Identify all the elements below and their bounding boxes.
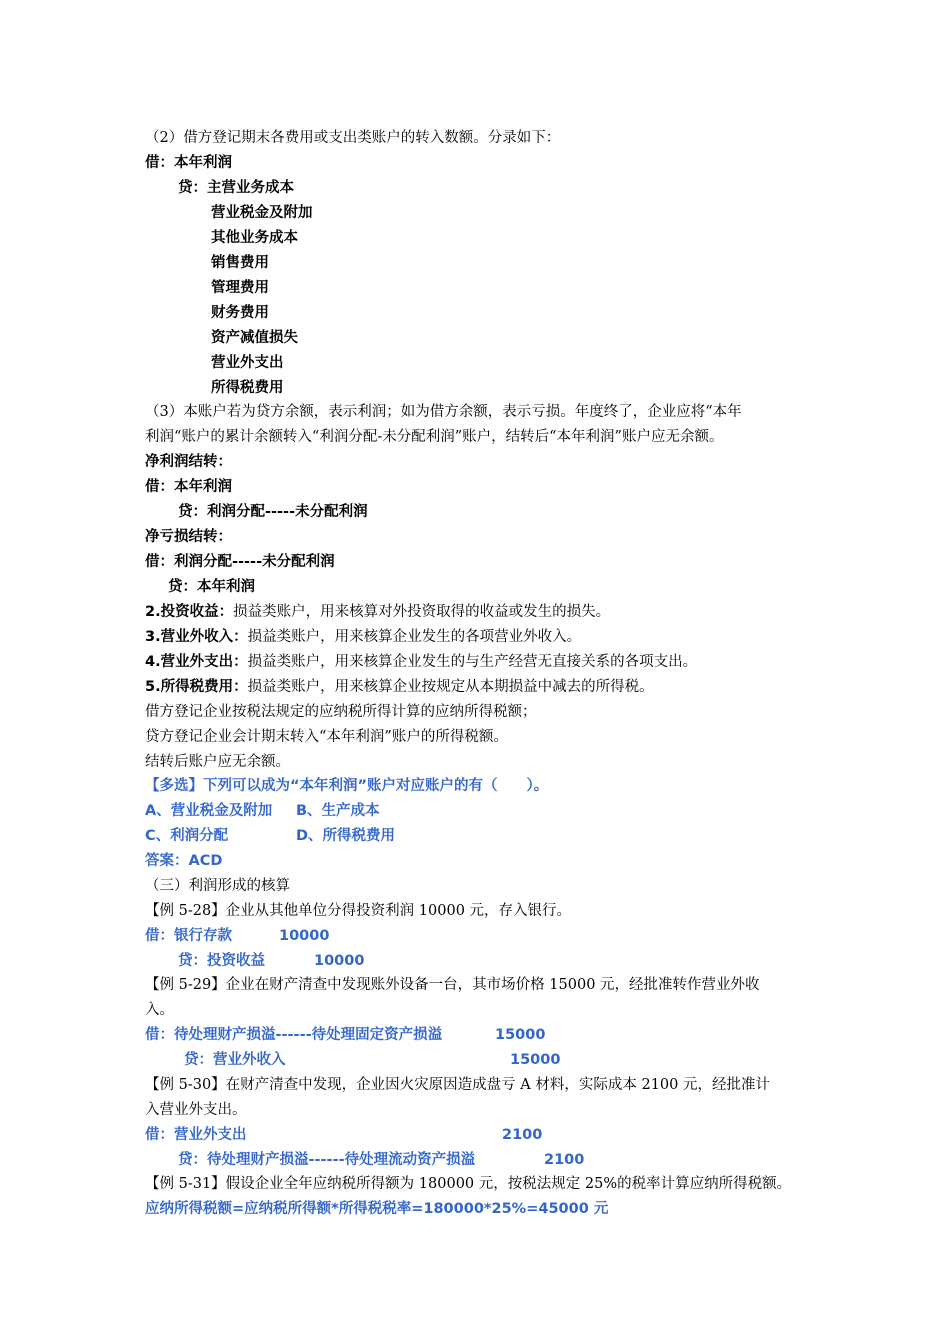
tax-note: 贷方登记企业会计期末转入“本年利润”账户的所得税额。 <box>145 729 508 745</box>
tax-note: 结转后账户应无余额。 <box>145 754 290 770</box>
net-loss-heading: 净亏损结转： <box>145 529 232 545</box>
section2-intro: （2）借方登记期末各费用或支出类账户的转入数额。分录如下： <box>145 130 561 146</box>
account-item-investment-income <box>145 602 610 622</box>
quiz-options-row-2 <box>145 826 396 846</box>
example-5-30-text-cont: 入营业外支出。 <box>145 1102 247 1118</box>
credit-item: 营业外支出 <box>211 355 284 371</box>
quiz-option-b: B、生产成本 <box>296 803 380 819</box>
net-loss-credit: 贷：本年利润 <box>168 579 255 595</box>
account-item-non-operating-expense <box>145 652 697 672</box>
section3-line2: 利润“账户的累计余额转入“利润分配-未分配利润”账户，结转后“本年利润”账户应无余额。 <box>145 429 724 445</box>
quiz-answer: 答案：ACD <box>145 853 223 869</box>
account-term: 2.投资收益： <box>145 604 234 620</box>
section3-line1: （3）本账户若为贷方余额，表示利润；如为借方余额，表示亏损。年度终了，企业应将“本年 <box>145 404 742 420</box>
account-desc: 损益类账户，用来核算企业按规定从本期损益中减去的所得税。 <box>247 679 654 695</box>
account-term: 4.营业外支出： <box>145 654 248 670</box>
example-5-28-text: 【例 5-28】企业从其他单位分得投资利润 10000 元，存入银行。 <box>145 903 572 919</box>
entry-amount: 10000 <box>279 928 330 944</box>
credit-item: 其他业务成本 <box>211 230 298 246</box>
entry-amount: 15000 <box>495 1027 546 1043</box>
net-profit-debit: 借：本年利润 <box>145 479 232 495</box>
account-desc: 损益类账户，用来核算企业发生的与生产经营无直接关系的各项支出。 <box>247 654 698 670</box>
profit-formation-heading: （三）利润形成的核算 <box>145 878 290 894</box>
example-5-31-formula: 应纳所得税额=应纳税所得额*所得税税率=180000*25%=45000 元 <box>145 1201 609 1217</box>
quiz-option-d: D、所得税费用 <box>296 828 396 844</box>
example-5-29-text: 【例 5-29】企业在财产清查中发现账外设备一台，其市场价格 15000 元，经批准转作营业外收 <box>145 977 760 993</box>
quiz-option-c: C、利润分配 <box>145 828 229 844</box>
credit-item: 所得税费用 <box>211 380 284 396</box>
tax-note: 借方登记企业按税法规定的应纳税所得计算的应纳所得税额； <box>145 704 537 720</box>
entry-amount: 10000 <box>314 953 365 969</box>
account-item-income-tax-expense <box>145 677 654 697</box>
net-profit-heading: 净利润结转： <box>145 454 232 470</box>
account-desc: 损益类账户，用来核算企业发生的各项营业外收入。 <box>247 629 582 645</box>
example-5-31-text: 【例 5-31】假设企业全年应纳税所得额为 180000 元，按税法规定 25%的税率计算应纳所得税额。 <box>145 1176 792 1192</box>
section2-credit-first: 贷：主营业务成本 <box>178 180 294 196</box>
example-5-29-debit <box>145 1025 546 1045</box>
example-5-28-debit <box>145 926 330 946</box>
credit-item: 销售费用 <box>211 255 269 271</box>
credit-item: 管理费用 <box>211 280 269 296</box>
account-term: 3.营业外收入： <box>145 629 248 645</box>
entry-account: 贷：待处理财产损溢------待处理流动资产损溢 <box>178 1152 476 1168</box>
section2-debit: 借：本年利润 <box>145 155 232 171</box>
net-loss-debit: 借：利润分配-----未分配利润 <box>145 554 335 570</box>
example-5-30-text: 【例 5-30】在财产清查中发现，企业因火灾原因造成盘亏 A 材料，实际成本 2100 元，经批准计 <box>145 1077 770 1093</box>
entry-account: 借：营业外支出 <box>145 1127 247 1143</box>
entry-account: 借：银行存款 <box>145 928 232 944</box>
credit-item: 营业税金及附加 <box>211 205 313 221</box>
example-5-30-credit <box>178 1150 585 1170</box>
quiz-question: 【多选】下列可以成为“本年利润”账户对应账户的有（ ）。 <box>145 778 549 794</box>
quiz-options-row-1 <box>145 801 380 821</box>
account-term: 5.所得税费用： <box>145 679 248 695</box>
entry-amount: 2100 <box>544 1152 585 1168</box>
credit-item: 资产减值损失 <box>211 330 298 346</box>
entry-account: 借：待处理财产损溢------待处理固定资产损溢 <box>145 1027 443 1043</box>
net-profit-credit: 贷：利润分配-----未分配利润 <box>178 504 368 520</box>
entry-amount: 15000 <box>510 1052 561 1068</box>
credit-item: 财务费用 <box>211 305 269 321</box>
example-5-29-text-cont: 入。 <box>145 1002 174 1018</box>
account-item-non-operating-income <box>145 627 581 647</box>
entry-amount: 2100 <box>502 1127 543 1143</box>
example-5-28-credit <box>178 951 365 971</box>
entry-account: 贷：投资收益 <box>178 953 265 969</box>
example-5-29-credit <box>184 1050 561 1070</box>
quiz-option-a: A、营业税金及附加 <box>145 803 273 819</box>
entry-account: 贷：营业外收入 <box>184 1052 286 1068</box>
example-5-30-debit <box>145 1125 543 1145</box>
account-desc: 损益类账户，用来核算对外投资取得的收益或发生的损失。 <box>233 604 611 620</box>
